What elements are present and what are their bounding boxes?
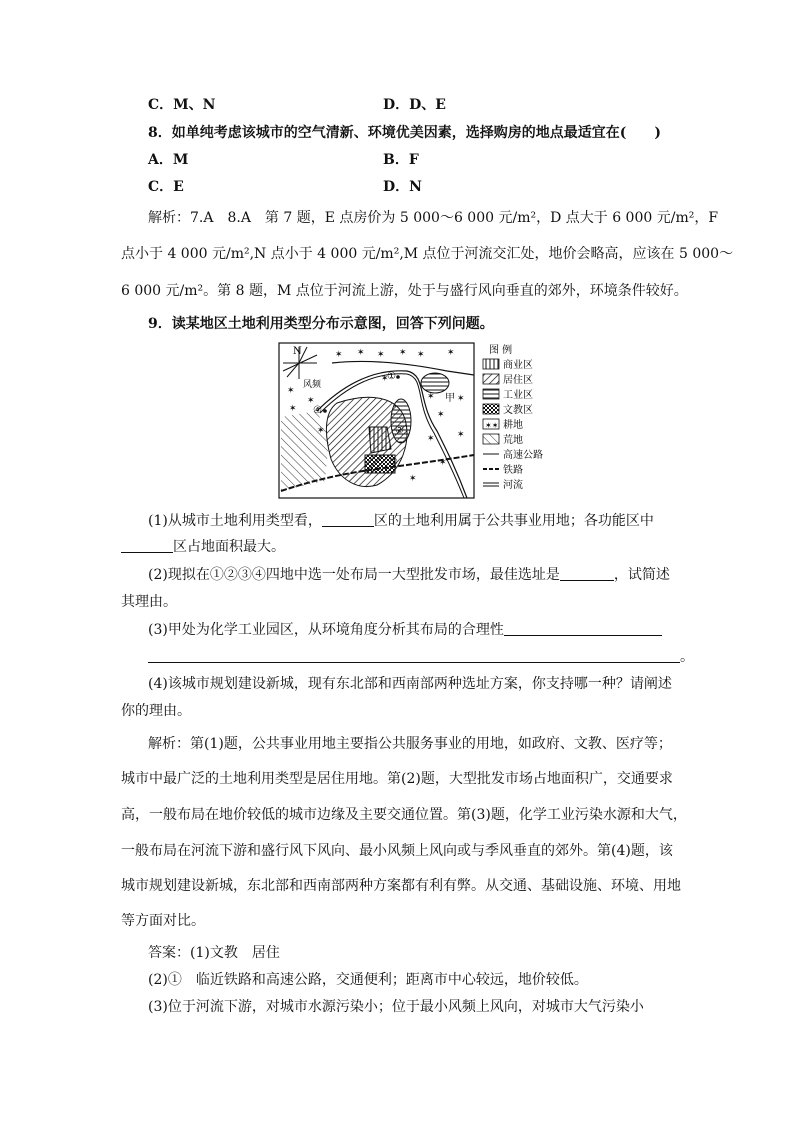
answer-line2: (2)① 临近铁路和高速公路，交通便利；距离市中心较远，地价较低。 [148, 972, 588, 988]
q9-sub3-line1: (3)甲处为化学工业园区，从环境角度分析其布局的合理性 [148, 621, 662, 639]
svg-text:✶: ✶ [287, 386, 295, 396]
analysis9-line5: 城市规划建设新城，东北部和西南部两种方案都有利有弊。从交通、基础设施、环境、用地 [121, 878, 681, 894]
answer-blank-4[interactable] [504, 621, 662, 636]
svg-text:✶: ✶ [317, 426, 325, 436]
q9-sub2-line2: 其理由。 [121, 594, 177, 610]
analysis78-line2: 点小于 4 000 元/m²,N 点小于 4 000 元/m²,M 点位于河流交汇处，地价会略高，应该在 5 000～ [121, 246, 734, 262]
legend-title: 图 例 [489, 345, 513, 356]
land-use-map [277, 341, 545, 500]
svg-text:✶: ✶ [447, 348, 455, 358]
svg-text:✶: ✶ [457, 394, 465, 404]
answer-blank-3[interactable] [560, 566, 614, 581]
svg-text:✶: ✶ [427, 434, 435, 444]
svg-text:✶: ✶ [399, 348, 407, 358]
legend-river: 河流 [503, 480, 523, 491]
svg-text:✶: ✶ [289, 404, 297, 414]
legend-railway: 铁路 [503, 465, 523, 476]
svg-text:✶✶: ✶✶ [485, 421, 499, 430]
q9-sub2-line1: (2)现拟在①②③④四地中选一处布局一大型批发市场，最佳选址是 ，试简述 [148, 567, 670, 583]
svg-text:✶: ✶ [377, 350, 385, 360]
q9-stem: 9．读某地区土地利用类型分布示意图，回答下列问题。 [148, 316, 494, 332]
svg-text:✶: ✶ [457, 430, 465, 440]
legend-commercial: 商业区 [503, 360, 533, 371]
point-2: ② [395, 425, 404, 436]
analysis78-line3: 6 000 元/m²。第 8 题，M 点位于河流上游，处于与盛行风向垂直的郊外，环境条件较好。 [121, 283, 688, 299]
legend-education: 文教区 [503, 405, 533, 416]
map-legend [483, 343, 543, 491]
analysis9-line6: 等方面对比。 [121, 913, 205, 929]
svg-text:✶: ✶ [417, 350, 425, 360]
analysis9-line3: 高，一般布局在地价较低的城市边缘及主要交通位置。第(3)题，化学工业污染水源和大气， [121, 807, 687, 823]
legend-wasteland: 荒地 [503, 435, 523, 446]
answer-line1: 答案：(1)文教 居住 [148, 945, 280, 961]
q8-option-c: C．E [148, 179, 184, 195]
q8-option-a: A．M [148, 152, 189, 168]
analysis9-line2: 城市中最广泛的土地利用类型是居住用地。第(2)题，大型批发市场占地面积广，交通要求 [121, 771, 673, 787]
legend-residential: 居住区 [503, 375, 533, 386]
answer-blank-5[interactable] [148, 648, 680, 663]
q9-sub1-line2: 区占地面积最大。 [121, 538, 285, 556]
svg-text:✶: ✶ [357, 348, 365, 358]
point-3: ③ [389, 457, 398, 468]
svg-text:✶: ✶ [335, 350, 343, 360]
q9-sub1-line1: (1)从城市土地利用类型看， 区的土地利用属于公共事业用地；各功能区中 [148, 513, 654, 529]
jia-label: 甲 [445, 393, 455, 404]
q8-stem: 8．如单纯考虑该城市的空气清新、环境优美因素，选择购房的地点最适宜在( ) [148, 125, 661, 141]
svg-text:✶: ✶ [427, 392, 435, 402]
analysis78-line1: 解析：7.A 8.A 第 7 题，E 点房价为 5 000～6 000 元/m²，D 点大于 6 000 元/m²，F [148, 210, 719, 226]
q7-option-c: C．M、N [148, 97, 216, 113]
q9-sub4-line2: 你的理由。 [121, 703, 191, 719]
point-4: ④ [313, 405, 322, 416]
q7-option-d: D．D、E [383, 97, 446, 113]
analysis9-line4: 一般布局在河流下游和盛行风下风向、最小风频上风向或与季风垂直的郊外。第(4)题，该 [121, 843, 673, 859]
north-label: N [293, 346, 302, 357]
answer-blank-2[interactable] [121, 538, 173, 553]
q9-sub4-line1: (4)该城市规划建设新城，现有东北部和西南部两种选址方案，你支持哪一种？请阐述 [148, 676, 672, 692]
commercial-area [369, 427, 391, 453]
svg-text:✶: ✶ [409, 474, 417, 484]
analysis9-line1: 解析：第(1)题，公共事业用地主要指公共服务事业的用地，如政府、文教、医疗等； [148, 736, 672, 752]
answer-blank-1[interactable] [322, 512, 374, 527]
q8-option-d: D．N [383, 179, 422, 195]
svg-text:✶: ✶ [437, 410, 445, 420]
q8-option-b: B．F [383, 152, 419, 168]
legend-highway: 高速公路 [503, 450, 543, 461]
industrial-area-jia [421, 373, 449, 393]
legend-farmland: 耕地 [503, 420, 523, 431]
answer-line3: (3)位于河流下游，对城市水源污染小；位于最小风频上风向，对城市大气污染小 [148, 999, 644, 1015]
svg-text:✶: ✶ [307, 396, 315, 406]
q9-sub3-line2: 。 [148, 648, 694, 666]
svg-text:✶: ✶ [381, 374, 389, 384]
industrial-area-2 [391, 399, 411, 443]
point-1: ① [387, 371, 396, 382]
legend-industrial: 工业区 [503, 390, 533, 401]
svg-text:✶: ✶ [439, 458, 447, 468]
wind-label: 风频 [303, 380, 322, 390]
